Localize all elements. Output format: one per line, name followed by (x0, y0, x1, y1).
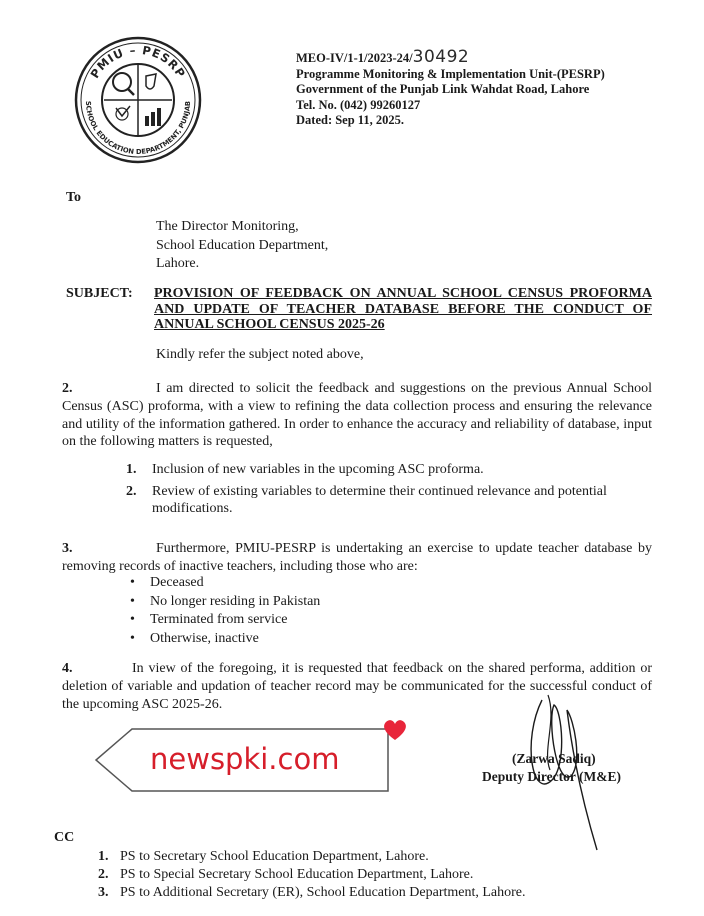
list-item: • No longer residing in Pakistan (130, 593, 321, 609)
addressee-block (156, 218, 328, 274)
watermark-text: newspki.com (150, 742, 340, 776)
signatory-title: Deputy Director (M&E) (482, 769, 621, 784)
svg-text:SCHOOL EDUCATION DEPARTMENT, P: SCHOOL EDUCATION DEPARTMENT, PUNJAB (83, 100, 193, 157)
list-item: • Otherwise, inactive (130, 630, 259, 646)
paragraph-text: In view of the foregoing, it is requested that feedback on the shared performa, addition or deletion of variable and updation of teacher record may be communicated for the successful conduct of the upcoming ASC 2025-26. (62, 661, 652, 712)
telephone: Tel. No. (042) 99260127 (296, 97, 421, 112)
signatory-name: (Zarwa Sadiq) (512, 751, 596, 766)
svg-text:PMIU – PESRP: PMIU – PESRP (87, 42, 189, 81)
paragraph-number: 2. (62, 381, 73, 396)
addressee-line: School Education Department, (156, 237, 329, 253)
paragraph-text: Furthermore, PMIU-PESRP is undertaking an exercise to update teacher database by removing records of inactive teachers, including those who are: (62, 541, 652, 574)
signatory-block (482, 750, 621, 786)
paragraph-3 (62, 540, 652, 576)
list-item: • Terminated from service (130, 612, 288, 628)
inactive-teachers-list (130, 574, 320, 648)
government-address: Government of the Punjab Link Wahdat Road, Lahore (296, 82, 590, 97)
paragraph-number: 3. (62, 541, 73, 556)
list-item: 2. Review of existing variables to determine their continued relevance and potential modifications. (126, 483, 607, 517)
reference-number: MEO-IV/1-1/2023-24/30492 (296, 47, 470, 67)
pmiu-pesrp-seal (74, 36, 202, 164)
subject-label: SUBJECT: (66, 286, 133, 301)
paragraph-text: I am directed to solicit the feedback and suggestions on the previous Annual School Census (ASC) proforma, with a view to refining the data collection process and ensuring the relevance and utility of the information gathered. In order to enhance the accuracy and reliability of database, input on the following matters is requested, (62, 381, 652, 450)
handwritten-ref-number: 30492 (412, 47, 470, 67)
list-item: 2. PS to Special Secretary School Education Department, Lahore. (98, 867, 474, 882)
heart-icon (382, 718, 408, 747)
to-label: To (66, 190, 82, 205)
cc-list (98, 848, 526, 902)
paragraph-number: 4. (62, 661, 73, 676)
addressee-line: The Director Monitoring, (156, 219, 299, 234)
list-item: 1. PS to Secretary School Education Department, Lahore. (98, 849, 429, 864)
intro-line: Kindly refer the subject noted above, (156, 347, 364, 362)
addressee-line: Lahore. (156, 256, 200, 271)
list-item: 1. Inclusion of new variables in the upcoming ASC proforma. (126, 462, 484, 477)
letter-date: Dated: Sep 11, 2025. (296, 113, 404, 128)
paragraph-2 (62, 380, 652, 451)
subject-text: PROVISION OF FEEDBACK ON ANNUAL SCHOOL CENSUS PROFORMA AND UPDATE OF TEACHER DATABASE BEFORE THE CONDUCT OF ANNUAL SCHOOL CENSUS 2025-26 (154, 286, 652, 332)
list-item: • Deceased (130, 575, 204, 590)
list-item: 3. PS to Additional Secretary (ER), School Education Department, Lahore. (98, 885, 526, 900)
matters-list (126, 461, 656, 522)
letterhead (296, 47, 605, 129)
cc-label: CC (54, 830, 75, 845)
organization-name: Programme Monitoring & Implementation Unit-(PESRP) (296, 66, 605, 81)
